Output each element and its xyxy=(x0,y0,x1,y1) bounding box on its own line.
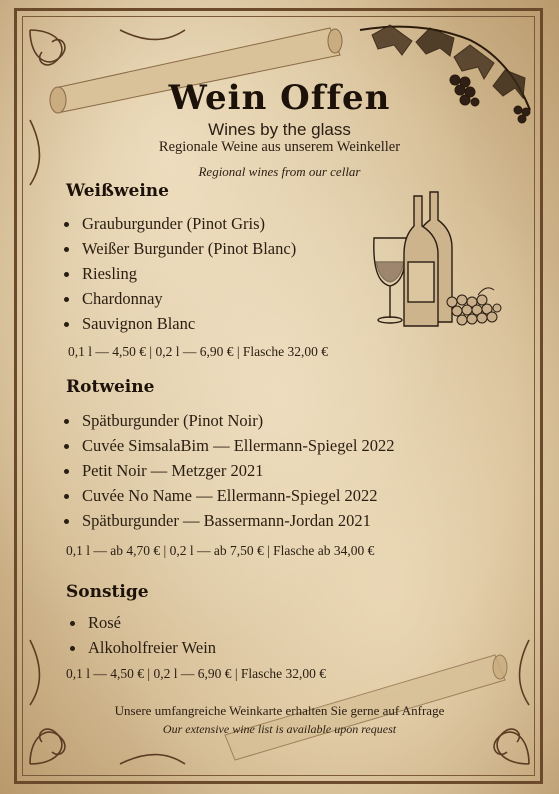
list-item: Grauburgunder (Pinot Gris) xyxy=(62,211,296,236)
white-wine-list xyxy=(62,211,296,336)
list-item: Riesling xyxy=(62,261,296,286)
wine-bottles-icon xyxy=(404,192,452,326)
other-wine-list xyxy=(68,610,216,660)
section-title-other: Sonstige xyxy=(66,582,149,602)
list-item: Cuvée No Name — Ellermann-Spiegel 2022 xyxy=(62,483,395,508)
red-wine-price: 0,1 l — ab 4,70 € | 0,2 l — ab 7,50 € | Flasche ab 34,00 € xyxy=(66,543,375,558)
regional-note-en: Regional wines from our cellar xyxy=(198,164,361,179)
red-wine-list xyxy=(62,408,395,533)
list-item: Petit Noir — Metzger 2021 xyxy=(62,458,395,483)
list-item: Rosé xyxy=(68,610,216,635)
page-subtitle: Wines by the glass xyxy=(208,120,351,139)
list-item: Spätburgunder — Bassermann-Jordan 2021 xyxy=(62,508,395,533)
section-title-red-wines: Rotweine xyxy=(66,377,155,397)
other-wine-price: 0,1 l — 4,50 € | 0,2 l — 6,90 € | Flasche 32,00 € xyxy=(66,666,327,681)
list-item: Alkoholfreier Wein xyxy=(68,635,216,660)
list-item: Sauvignon Blanc xyxy=(62,311,296,336)
footer-note-en: Our extensive wine list is available upon request xyxy=(162,722,397,736)
list-item: Chardonnay xyxy=(62,286,296,311)
white-wine-price: 0,1 l — 4,50 € | 0,2 l — 6,90 € | Flasche 32,00 € xyxy=(68,344,329,359)
list-item: Spätburgunder (Pinot Noir) xyxy=(62,408,395,433)
regional-note-de: Regionale Weine aus unserem Weinkeller xyxy=(158,139,401,155)
page-title: Wein Offen xyxy=(168,78,391,118)
footer-note-de: Unsere umfangreiche Weinkarte erhalten Sie gerne auf Anfrage xyxy=(114,703,445,718)
wine-glass-icon xyxy=(374,238,406,323)
section-title-white-wines: Weißweine xyxy=(66,181,169,201)
list-item: Weißer Burgunder (Pinot Blanc) xyxy=(62,236,296,261)
list-item: Cuvée SimsalaBim — Ellermann-Spiegel 2022 xyxy=(62,433,395,458)
grapes-icon xyxy=(447,288,501,325)
